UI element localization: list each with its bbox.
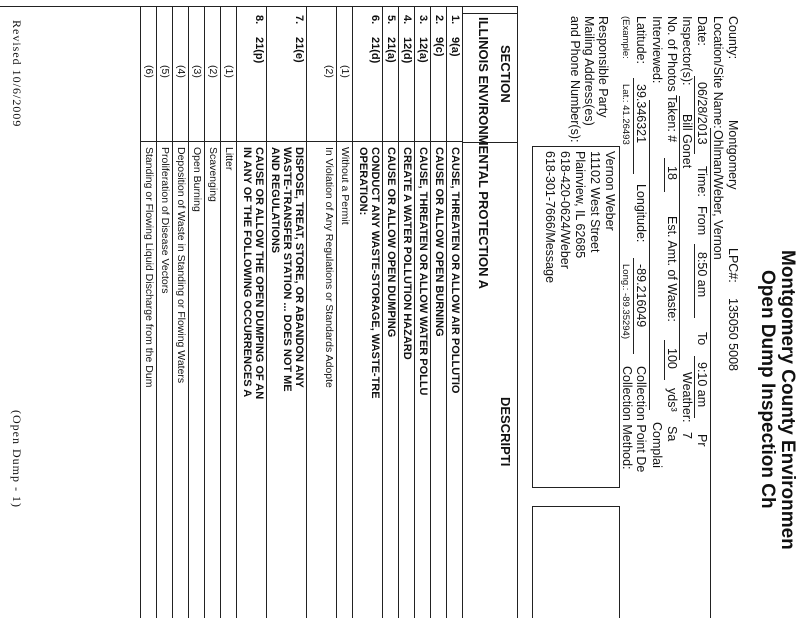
row-section: 21(a) bbox=[385, 37, 397, 63]
row-number: 4. bbox=[401, 15, 413, 25]
to-value: 9:10 am bbox=[695, 362, 709, 408]
interviewed-underline bbox=[649, 100, 650, 410]
violation-table bbox=[0, 6, 518, 618]
column-divider bbox=[415, 141, 431, 142]
table-row bbox=[352, 7, 383, 618]
collection-point-label: Collection Point De bbox=[634, 366, 648, 473]
longitude-label: Longitude: bbox=[634, 184, 648, 243]
table-row bbox=[430, 7, 447, 618]
table-row bbox=[446, 7, 463, 618]
row-number: 6. bbox=[369, 15, 381, 25]
collection-method-label: Collection Method: bbox=[620, 366, 634, 470]
from-value: 8:50 am bbox=[695, 252, 709, 298]
row-section: (2) bbox=[207, 65, 219, 78]
description-header-label: DESCRIPTI bbox=[498, 397, 513, 467]
column-divider bbox=[205, 141, 221, 142]
waste-underline bbox=[664, 340, 665, 380]
table-row bbox=[156, 7, 173, 618]
example-lat: Lat.: 41.26493 bbox=[620, 84, 631, 145]
from-underline bbox=[694, 244, 695, 318]
row-description: Deposition of Waste in Standing or Flowing Waters bbox=[175, 147, 187, 384]
table-row bbox=[172, 7, 189, 618]
complaint-label: Complai bbox=[650, 422, 664, 468]
revised-date: Revised 10/6/2009 bbox=[10, 20, 24, 128]
inspectors-value: Bill Gonet bbox=[680, 114, 694, 169]
row-section: 9(c) bbox=[433, 37, 445, 57]
inspectors-underline bbox=[679, 96, 680, 360]
row-section: (1) bbox=[339, 65, 351, 78]
row-section: 12(a) bbox=[417, 37, 429, 63]
table-row bbox=[414, 7, 431, 618]
row-description: Standing or Flowing Liquid Discharge from the Dum bbox=[143, 147, 155, 388]
example-long: Long.: -89.35294) bbox=[620, 264, 631, 340]
to-label: To bbox=[695, 332, 709, 346]
row-number: 2. bbox=[433, 15, 445, 25]
row-description: CAUSE OR ALLOW THE OPEN DUMPING OF AN bbox=[253, 147, 265, 400]
responsible-line: 618-420-0624/Weber bbox=[558, 151, 572, 269]
table-row bbox=[236, 7, 267, 618]
yds-label: yds³ bbox=[665, 388, 679, 412]
responsible-box bbox=[532, 146, 620, 488]
longitude-value: -89.216049 bbox=[634, 264, 648, 328]
lpc-value: 135050 5008 bbox=[726, 298, 740, 371]
row-section: 21(d) bbox=[369, 37, 381, 64]
date-label: Date: bbox=[695, 16, 709, 46]
table-subheader: ILLINOIS ENVIRONMENTAL PROTECTION A bbox=[476, 17, 491, 290]
column-divider bbox=[383, 141, 399, 142]
latitude-value: 39.346321 bbox=[634, 84, 648, 144]
row-section: (4) bbox=[175, 65, 187, 78]
form-title-line-2: Open Dump Inspection Ch bbox=[757, 270, 778, 509]
date-underline bbox=[694, 76, 695, 154]
table-row bbox=[336, 7, 353, 618]
row-description: AND REGULATIONS bbox=[269, 147, 281, 254]
row-description: WASTE-TRANSFER STATION ... DOES NOT ME bbox=[281, 147, 293, 392]
row-section: (5) bbox=[159, 65, 171, 78]
row-number: 8. bbox=[253, 15, 265, 25]
column-divider bbox=[353, 141, 383, 142]
column-divider bbox=[189, 141, 205, 142]
row-description: CAUSE OR ALLOW OPEN BURNING bbox=[433, 147, 445, 337]
sa-label: Sa bbox=[665, 426, 679, 442]
photos-label: No. of Photos Taken: # bbox=[665, 16, 679, 143]
location-label: Location/Site Name: bbox=[711, 16, 725, 129]
row-number: 3. bbox=[417, 15, 429, 25]
row-section: 21(p) bbox=[253, 37, 265, 64]
table-row bbox=[188, 7, 205, 618]
table-row bbox=[204, 7, 221, 618]
to-underline bbox=[694, 356, 695, 418]
column-divider bbox=[337, 141, 353, 142]
responsible-label-3: and Phone Number(s): bbox=[568, 16, 582, 143]
row-description: Without a Permit bbox=[339, 147, 351, 225]
from-label: From bbox=[695, 206, 709, 236]
column-divider bbox=[141, 141, 157, 142]
longitude-underline bbox=[633, 258, 634, 354]
table-header bbox=[462, 7, 517, 618]
column-divider bbox=[237, 141, 267, 142]
inspectors-label: Inspector(s): bbox=[680, 16, 694, 86]
form-title-line-1: Montgomery County Environmen bbox=[777, 250, 798, 550]
row-description: CONDUCT ANY WASTE-STORAGE, WASTE-TRE bbox=[369, 147, 381, 399]
row-description: Proliferation of Disease Vectors bbox=[159, 147, 171, 294]
table-row bbox=[220, 7, 237, 618]
waste-value: 100 bbox=[665, 348, 679, 369]
row-description: In Violation of Any Regulations or Standards Adopte bbox=[323, 147, 335, 388]
row-description: DISPOSE, TREAT, STORE, OR ABANDON ANY bbox=[293, 147, 305, 388]
row-section: 12(d) bbox=[401, 37, 413, 64]
latitude-label: Latitude: bbox=[634, 16, 648, 64]
section-header-label: SECTION bbox=[498, 45, 513, 103]
waste-label: Est. Amt. of Waste: bbox=[665, 216, 679, 322]
table-row bbox=[140, 7, 157, 618]
date-value: 06/28/2013 bbox=[695, 82, 709, 145]
row-section: 21(e) bbox=[293, 37, 305, 63]
responsible-line: Plainview, IL 62685 bbox=[573, 151, 587, 259]
row-section: (2) bbox=[323, 65, 335, 78]
responsible-label-1: Responsible Party bbox=[596, 16, 610, 118]
row-section: (3) bbox=[191, 65, 203, 78]
row-description: CAUSE, THREATEN OR ALLOW WATER POLLU bbox=[417, 147, 429, 396]
row-description: CAUSE, THREATEN OR ALLOW AIR POLLUTIO bbox=[449, 147, 461, 394]
row-description: CREATE A WATER POLLUTION HAZARD bbox=[401, 147, 413, 360]
row-description: Open Burning bbox=[191, 147, 203, 212]
page-number: (Open Dump - 1) bbox=[10, 410, 24, 508]
row-number: 5. bbox=[385, 15, 397, 25]
lpc-label: LPC#: bbox=[726, 248, 740, 283]
responsible-label-2: Mailing Address(es) bbox=[582, 16, 596, 126]
responsible-line: Vernon Weber bbox=[603, 151, 617, 231]
row-number: 1. bbox=[449, 15, 461, 25]
responsible-line: 618-301-7666/Message bbox=[543, 151, 557, 284]
latitude-underline bbox=[633, 78, 634, 174]
table-row bbox=[382, 7, 399, 618]
photos-underline bbox=[664, 158, 665, 192]
column-divider bbox=[173, 141, 189, 142]
table-row bbox=[398, 7, 415, 618]
location-underline bbox=[710, 128, 711, 618]
column-divider bbox=[399, 141, 415, 142]
table-row bbox=[266, 7, 307, 618]
row-description: Scavenging bbox=[207, 147, 219, 202]
column-divider bbox=[307, 141, 337, 142]
responsible-line: 11102 West Street bbox=[588, 151, 602, 253]
row-description: OPERATION: bbox=[357, 147, 369, 216]
row-section: (6) bbox=[143, 65, 155, 78]
side-box bbox=[532, 506, 620, 618]
weather-value: 7 bbox=[680, 432, 694, 439]
time-label: Time: bbox=[695, 166, 709, 197]
column-divider bbox=[221, 141, 237, 142]
pr-label: Pr bbox=[695, 434, 709, 447]
county-value: Montgomery bbox=[726, 120, 740, 190]
photos-value: 18 bbox=[665, 166, 679, 180]
interviewed-label: Interviewed: bbox=[650, 16, 664, 84]
column-divider bbox=[447, 141, 463, 142]
column-divider bbox=[157, 141, 173, 142]
row-description: Litter bbox=[223, 147, 235, 171]
row-number: 7. bbox=[293, 15, 305, 25]
row-section: 9(a) bbox=[449, 37, 461, 57]
county-label: County: bbox=[726, 16, 740, 60]
row-description: CAUSE OR ALLOW OPEN DUMPING bbox=[385, 147, 397, 338]
example-label: (Example: bbox=[620, 16, 631, 59]
column-divider bbox=[267, 141, 307, 142]
row-section: (1) bbox=[223, 65, 235, 78]
table-row bbox=[306, 7, 337, 618]
location-value: Ohlman/Weber, Vernon bbox=[711, 130, 725, 260]
row-description: IN ANY OF THE FOLLOWING OCCURRENCES A bbox=[241, 147, 253, 398]
weather-label: Weather: bbox=[680, 372, 694, 423]
column-divider bbox=[431, 141, 447, 142]
